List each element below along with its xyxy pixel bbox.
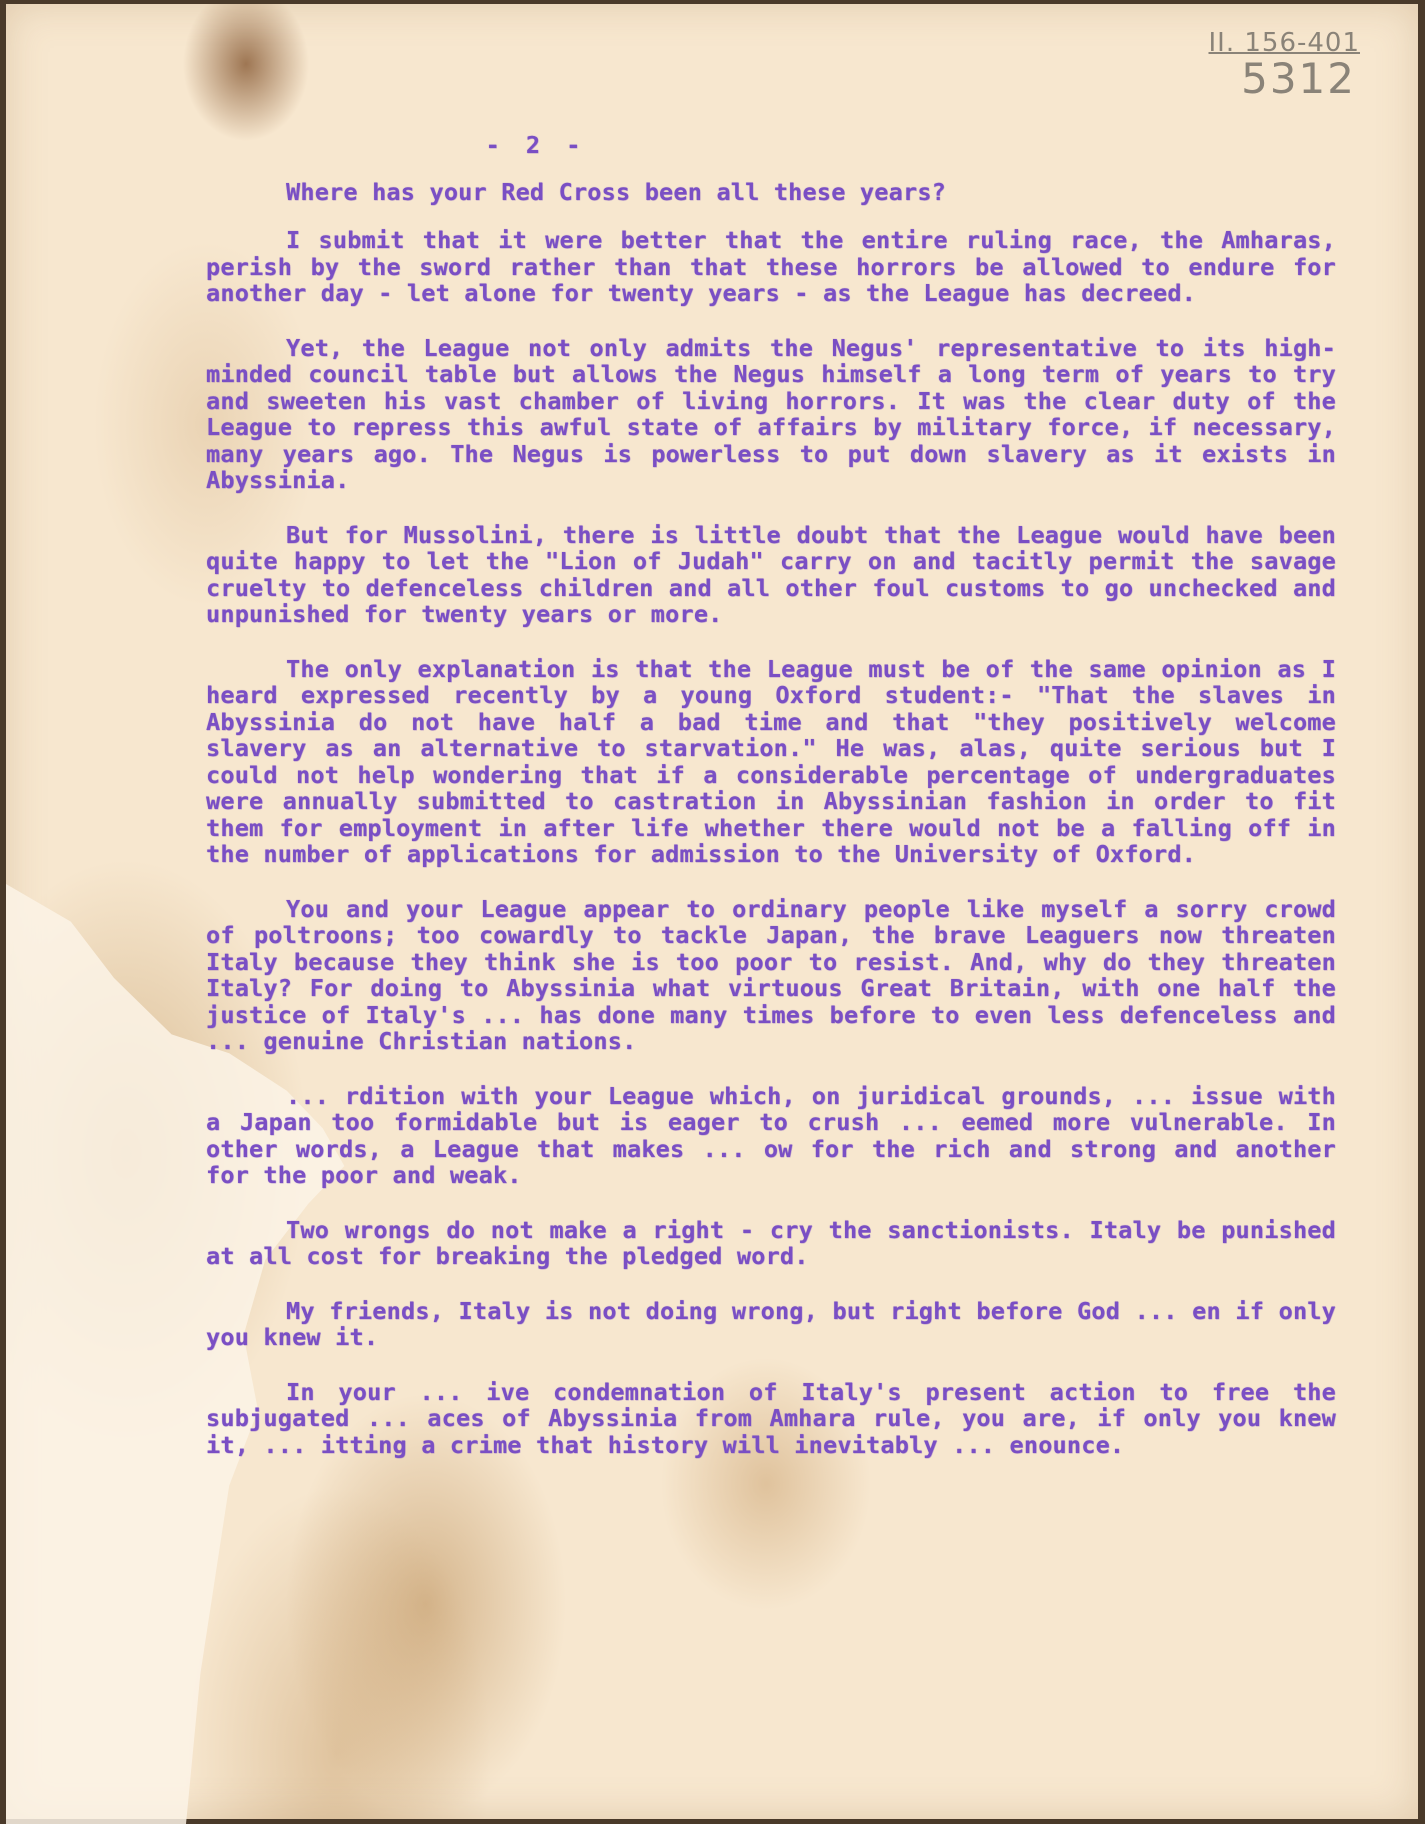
archive-stamp [1208, 28, 1361, 104]
paragraph-5: You and your League appear to ordinary people like myself a sorry crowd of poltroons; too cowardly to tackle Japan, the brave Leaguers now threaten Italy because they think she is too poor to resist. And, why do they threaten Italy? For doing to Abyssinia what virtuous Great Britain, with one half the justice of Italy's ... has done many times before to even less defenceless and ... genuine Christian nations. [206, 894, 1336, 1055]
document-page [6, 4, 1418, 1819]
paragraph-7: Two wrongs do not make a right - cry the sanctionists. Italy be punished at all cost for breaking the pledged word. [206, 1215, 1336, 1270]
paragraph-1: I submit that it were better that the entire ruling race, the Amharas, perish by the sword rather than that these horrors be allowed to endure for another day - let alone for twenty years - as the League has decreed. [206, 226, 1336, 307]
paragraph-3: But for Mussolini, there is little doubt that the League would have been quite happy to let the "Lion of Judah" carry on and tacitly permit the savage cruelty to defenceless children and all other foul customs to go unchecked and unpunished for twenty years or more. [206, 520, 1336, 628]
paragraph-8: My friends, Italy is not doing wrong, but right before God ... en if only you knew it. [206, 1296, 1336, 1351]
letter-body [206, 132, 1336, 1486]
paragraph-6: ... rdition with your League which, on juridical grounds, ... issue with a Japan too formidable but is eager to crush ... eemed more vulnerable. In other words, a League that makes ... ow for the rich and strong and another for the poor and weak. [206, 1081, 1336, 1189]
page-number: - 2 - [485, 131, 587, 159]
archive-number: 5312 [1241, 54, 1356, 104]
paragraph-4: The only explanation is that the League must be of the same opinion as I heard expressed recently by a young Oxford student:- "That the slaves in Abyssinia do not have half a bad time and that "they positively welcome slavery as an alternative to starvation." He was, alas, quite serious but I could not help wondering that if a considerable percentage of undergraduates were annually submitted to castration in Abyssinian fashion in order to fit them for employment in after life whether there would not be a falling off in the number of applications for admission to the University of Oxford. [206, 654, 1336, 868]
paragraph-9: In your ... ive condemnation of Italy's present action to free the subjugated ... aces of Abyssinia from Amhara rule, you are, if only you knew it, ... itting a crime that history will inevitably ... enounce. [206, 1377, 1336, 1459]
opening-question: Where has your Red Cross been all these years? [286, 177, 947, 206]
paragraph-2: Yet, the League not only admits the Negus' representative to its high-minded council table but allows the Negus himself a long term of years to try and sweeten his vast chamber of living horrors. It was the clear duty of the League to repress this awful state of affairs by military force, if necessary, many years ago. The Negus is powerless to put down slavery as it exists in Abyssinia. [206, 333, 1336, 494]
archive-reference: II. 156-401 [1208, 28, 1360, 58]
